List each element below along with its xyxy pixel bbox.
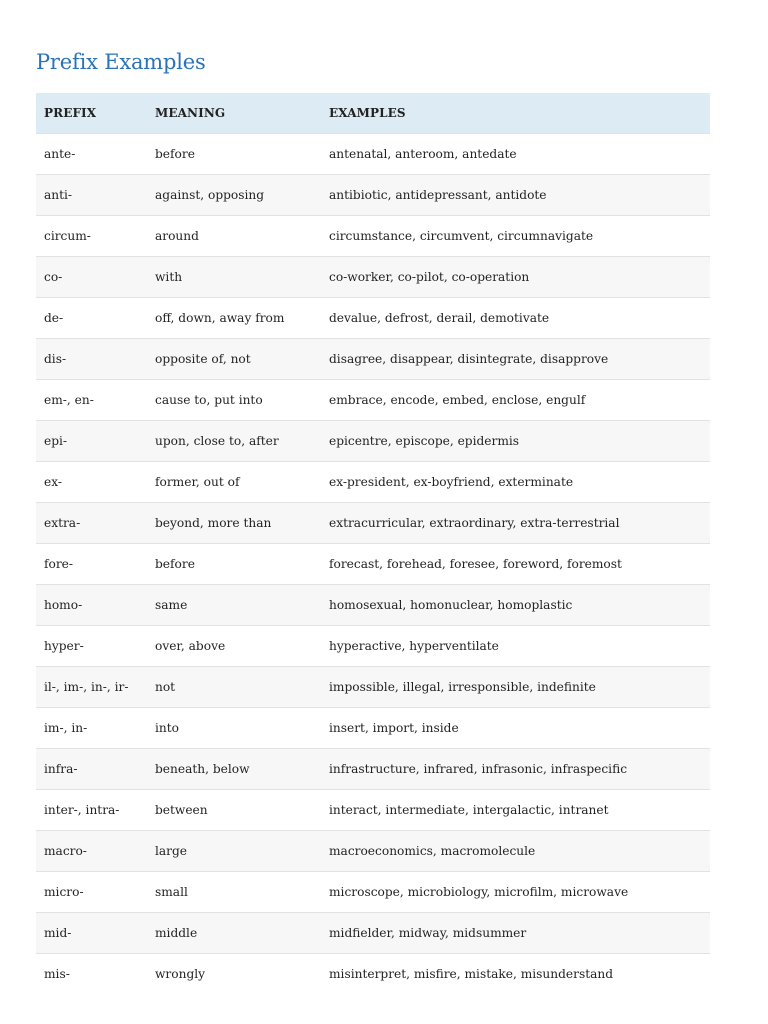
cell-prefix: anti- <box>36 175 147 216</box>
cell-meaning: upon, close to, after <box>147 421 321 462</box>
table-row <box>36 339 710 380</box>
cell-prefix: im-, in- <box>36 708 147 749</box>
cell-examples: antenatal, anteroom, antedate <box>321 134 710 175</box>
cell-prefix: homo- <box>36 585 147 626</box>
cell-examples: insert, import, inside <box>321 708 710 749</box>
cell-examples: devalue, defrost, derail, demotivate <box>321 298 710 339</box>
table-row <box>36 626 710 667</box>
cell-meaning: off, down, away from <box>147 298 321 339</box>
cell-prefix: de- <box>36 298 147 339</box>
table-row <box>36 544 710 585</box>
table-row <box>36 298 710 339</box>
cell-meaning: opposite of, not <box>147 339 321 380</box>
table-row <box>36 380 710 421</box>
cell-meaning: before <box>147 544 321 585</box>
cell-meaning: against, opposing <box>147 175 321 216</box>
page-title: Prefix Examples <box>36 50 206 74</box>
table-row <box>36 175 710 216</box>
cell-examples: impossible, illegal, irresponsible, indefinite <box>321 667 710 708</box>
table-row <box>36 954 710 995</box>
header-meaning: MEANING <box>155 106 226 120</box>
cell-prefix: ex- <box>36 462 147 503</box>
cell-prefix: inter-, intra- <box>36 790 147 831</box>
cell-meaning: large <box>147 831 321 872</box>
cell-meaning: not <box>147 667 321 708</box>
cell-meaning: over, above <box>147 626 321 667</box>
cell-prefix: epi- <box>36 421 147 462</box>
cell-prefix: dis- <box>36 339 147 380</box>
table-header <box>36 93 710 134</box>
table-row <box>36 708 710 749</box>
cell-meaning: between <box>147 790 321 831</box>
cell-examples: misinterpret, misfire, mistake, misunderstand <box>321 954 710 995</box>
cell-meaning: middle <box>147 913 321 954</box>
cell-meaning: before <box>147 134 321 175</box>
cell-prefix: hyper- <box>36 626 147 667</box>
prefix-table <box>36 93 710 994</box>
cell-examples: embrace, encode, embed, enclose, engulf <box>321 380 710 421</box>
cell-meaning: beyond, more than <box>147 503 321 544</box>
cell-meaning: around <box>147 216 321 257</box>
cell-examples: extracurricular, extraordinary, extra-terrestrial <box>321 503 710 544</box>
table-row <box>36 462 710 503</box>
cell-prefix: ante- <box>36 134 147 175</box>
cell-examples: co-worker, co-pilot, co-operation <box>321 257 710 298</box>
cell-examples: interact, intermediate, intergalactic, intranet <box>321 790 710 831</box>
cell-meaning: into <box>147 708 321 749</box>
cell-meaning: with <box>147 257 321 298</box>
cell-meaning: cause to, put into <box>147 380 321 421</box>
cell-prefix: macro- <box>36 831 147 872</box>
table-row <box>36 503 710 544</box>
table-row <box>36 749 710 790</box>
table-row <box>36 913 710 954</box>
cell-prefix: il-, im-, in-, ir- <box>36 667 147 708</box>
cell-prefix: infra- <box>36 749 147 790</box>
cell-examples: homosexual, homonuclear, homoplastic <box>321 585 710 626</box>
header-row <box>36 93 710 134</box>
cell-prefix: circum- <box>36 216 147 257</box>
cell-prefix: micro- <box>36 872 147 913</box>
table-row <box>36 585 710 626</box>
cell-meaning: wrongly <box>147 954 321 995</box>
cell-examples: epicentre, episcope, epidermis <box>321 421 710 462</box>
cell-prefix: extra- <box>36 503 147 544</box>
cell-meaning: former, out of <box>147 462 321 503</box>
table-row <box>36 667 710 708</box>
cell-meaning: beneath, below <box>147 749 321 790</box>
cell-examples: midfielder, midway, midsummer <box>321 913 710 954</box>
table-body <box>36 134 710 995</box>
header-examples: EXAMPLES <box>329 106 406 120</box>
cell-meaning: same <box>147 585 321 626</box>
table-row <box>36 134 710 175</box>
cell-examples: disagree, disappear, disintegrate, disapprove <box>321 339 710 380</box>
table-row <box>36 257 710 298</box>
cell-examples: ex-president, ex-boyfriend, exterminate <box>321 462 710 503</box>
cell-examples: forecast, forehead, foresee, foreword, foremost <box>321 544 710 585</box>
cell-examples: macroeconomics, macromolecule <box>321 831 710 872</box>
cell-prefix: mis- <box>36 954 147 995</box>
cell-prefix: em-, en- <box>36 380 147 421</box>
cell-examples: circumstance, circumvent, circumnavigate <box>321 216 710 257</box>
header-prefix: PREFIX <box>44 106 97 120</box>
cell-prefix: co- <box>36 257 147 298</box>
cell-examples: infrastructure, infrared, infrasonic, infraspecific <box>321 749 710 790</box>
table-row <box>36 790 710 831</box>
cell-examples: microscope, microbiology, microfilm, microwave <box>321 872 710 913</box>
table-row <box>36 831 710 872</box>
table-row <box>36 216 710 257</box>
cell-prefix: mid- <box>36 913 147 954</box>
cell-examples: hyperactive, hyperventilate <box>321 626 710 667</box>
cell-prefix: fore- <box>36 544 147 585</box>
cell-examples: antibiotic, antidepressant, antidote <box>321 175 710 216</box>
cell-meaning: small <box>147 872 321 913</box>
table-row <box>36 872 710 913</box>
table-row <box>36 421 710 462</box>
